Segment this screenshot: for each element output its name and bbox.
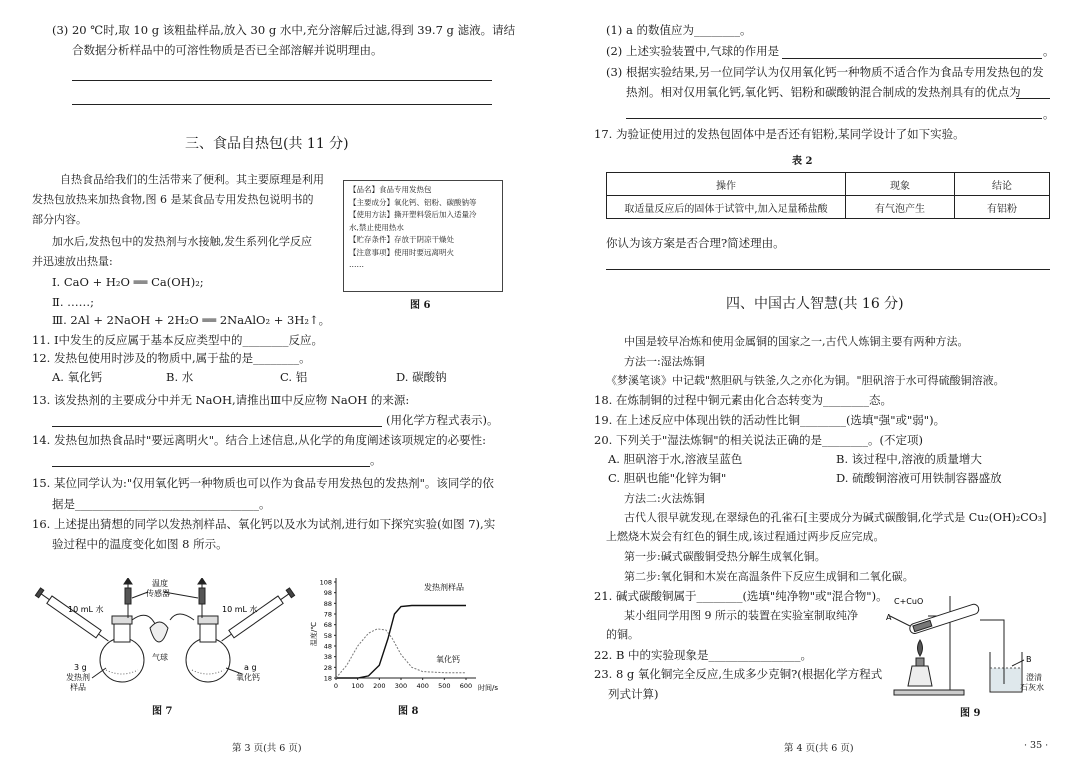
answer-line: [52, 426, 382, 427]
chart-series-line-0: [336, 606, 466, 679]
q3-text-line1: (3) 20 ℃时,取 10 g 该粗盐样品,放入 30 g 水中,充分溶解后过滤,得到 39.7 g 滤液。请结: [52, 23, 516, 37]
chart-x-tick-label: 600: [459, 682, 473, 690]
paragraph: 中国是较早冶炼和使用金属铜的国家之一,古代人炼铜主要有两种方法。: [624, 335, 969, 348]
figure-9-apparatus: [886, 590, 1058, 700]
chart-x-axis-label: 时间/s: [478, 684, 499, 692]
reaction-3: Ⅲ. 2Al + 2NaOH + 2H₂O ══ 2NaAlO₂ + 3H₂↑。: [52, 313, 331, 327]
page-number: · 35 ·: [1024, 740, 1049, 751]
section-title: 三、食品自热包(共 11 分): [185, 136, 349, 152]
paragraph: 古代人很早就发现,在翠绿色的孔雀石[主要成分为碱式碳酸铜,化学式是 Cu₂(OH)₂CO₃]: [624, 511, 1047, 524]
option-a: A. 氧化钙: [52, 370, 103, 384]
chart-y-tick-label: 78: [323, 610, 332, 619]
figure-7-apparatus: [30, 578, 300, 693]
fig9-label-b: B: [1026, 655, 1032, 664]
chart-x-tick-label: 0: [333, 682, 339, 690]
label-line: ……: [349, 260, 364, 269]
fig7-balloon: 气球: [152, 653, 168, 662]
fig7-sample-3: 样品: [70, 683, 86, 692]
step-2: 第二步:氧化铜和木炭在高温条件下反应生成铜和二氧化碳。: [624, 570, 914, 583]
paragraph: 上燃烧木炭会有红色的铜生成,该过程通过两步反应完成。: [606, 530, 885, 543]
answer-line: [72, 80, 492, 81]
table-header-cell: 操作: [607, 173, 846, 196]
fig7-water-left: 10 mL 水: [68, 605, 104, 614]
chart-legend-cao: 氧化钙: [436, 655, 460, 664]
option-d: D. 碳酸钠: [396, 370, 447, 384]
q3-text-line2: 合数据分析样品中的可溶性物质是否已全部溶解并说明理由。: [72, 43, 383, 57]
question-3: (3) 根据实验结果,另一位同学认为仅用氧化钙一种物质不适合作为食品专用发热包的发: [606, 65, 1044, 79]
label-line: 【品名】食品专用发热包: [349, 185, 432, 194]
fig7-sample-2: 发热剂: [66, 673, 90, 682]
label-line: 【注意事项】使用时要远离明火: [349, 247, 454, 257]
chart-y-tick-label: 58: [323, 631, 332, 640]
chart-y-tick-label: 98: [323, 589, 332, 598]
answer-line: [72, 104, 492, 105]
chart-y-tick-label: 18: [323, 674, 332, 683]
chart-y-tick-label: 38: [323, 653, 332, 662]
question-14: 14. 发热包加热食品时"要远离明火"。结合上述信息,从化学的角度阐述该项规定的必要性:: [32, 433, 487, 447]
chart-x-tick-label: 100: [351, 682, 364, 690]
reaction-1: Ⅰ. CaO + H₂O ══ Ca(OH)₂;: [52, 275, 204, 289]
intro-line: 并迅速放出热量:: [32, 255, 113, 268]
paragraph: 《梦溪笔谈》中记载"熬胆矾与铁釜,久之亦化为铜。"胆矾溶于水可得硫酸铜溶液。: [606, 374, 1005, 387]
fig9-label-a: A: [886, 613, 892, 622]
question-22: 22. B 中的实验现象是________________。: [594, 648, 813, 662]
right-page: [540, 0, 1080, 768]
question-2-end: 。: [1043, 44, 1055, 58]
fig7-sensor-2: 传感器: [146, 589, 170, 598]
chart-x-tick-label: 300: [394, 682, 408, 690]
label-line: 【使用方法】撕开塑料袋后加入适量冷: [349, 210, 477, 219]
figure-9-caption: 图 9: [960, 708, 981, 719]
chart-x-tick-label: 200: [373, 682, 386, 690]
question-14-end: 。: [370, 453, 382, 467]
label-line: 【主要成分】氧化钙、铝粉、碳酸钠等: [349, 197, 477, 207]
option-b: B. 该过程中,溶液的质量增大: [836, 452, 982, 466]
intro-line: 加水后,发热包中的发热剂与水接触,发生系列化学反应: [52, 235, 312, 248]
chart-y-tick-label: 68: [323, 621, 332, 630]
product-label-box: [343, 180, 503, 292]
question-23: 23. 8 g 氧化铜完全反应,生成多少克铜?(根据化学方程式: [594, 667, 883, 681]
page-footer-right: 第 4 页(共 6 页): [784, 743, 854, 754]
option-a: A. 胆矾溶于水,溶液呈蓝色: [608, 452, 743, 466]
answer-line: [52, 466, 370, 467]
chart-y-tick-label: 108: [319, 578, 332, 587]
question-13: 13. 该发热剂的主要成分中并无 NaOH,请推出Ⅲ中反应物 NaOH 的来源:: [32, 393, 410, 407]
table-2: [606, 172, 1050, 219]
question-16-end: 验过程中的温度变化如图 8 所示。: [52, 537, 228, 551]
fig7-cao-1: a g: [244, 663, 257, 672]
answer-line: [606, 269, 1050, 270]
question-13-end: (用化学方程式表示)。: [386, 413, 499, 427]
question-12: 12. 发热包使用时涉及的物质中,属于盐的是________。: [32, 351, 311, 365]
answer-line: [782, 58, 1042, 59]
intro-line: 自热食品给我们的生活带来了便利。其主要原理是利用: [60, 173, 324, 186]
table-2-title: 表 2: [792, 156, 813, 167]
table-header-cell: 现象: [846, 173, 955, 196]
question-21: 21. 碱式碳酸铜属于________(选填"纯净物"或"混合物")。: [594, 589, 888, 603]
question-19: 19. 在上述反应中体现出铁的活动性比铜________(选填"强"或"弱")。: [594, 413, 946, 427]
method-1-heading: 方法一:湿法炼铜: [624, 355, 705, 368]
question-11: 11. Ⅰ中发生的反应属于基本反应类型中的________反应。: [32, 333, 323, 347]
page-footer-left: 第 3 页(共 6 页): [232, 743, 302, 754]
figure-7-caption: 图 7: [152, 706, 173, 717]
chart-legend-sample: 发热剂样品: [424, 583, 464, 592]
option-c: C. 铝: [280, 370, 308, 384]
question-2: (2) 上述实验装置中,气球的作用是: [606, 44, 780, 58]
chart-series-line-1: [336, 629, 466, 678]
answer-line: [1016, 98, 1050, 99]
question-1: (1) a 的数值应为________。: [606, 23, 752, 37]
table-header-row: [607, 173, 1050, 196]
option-d: D. 硫酸铜溶液可用铁制容器盛放: [836, 471, 1002, 485]
chart-y-tick-label: 88: [323, 599, 332, 608]
chart-x-tick-label: 400: [416, 682, 429, 690]
table-cell: 有铝粉: [955, 196, 1050, 219]
question-16: 16. 上述提出猜想的同学以发热剂样品、氧化钙以及水为试剂,进行如下探究实验(如图 7),实: [32, 517, 496, 531]
intro-line: 发热包放热来加热食物,图 6 是某食品专用发热包说明书的: [32, 193, 314, 206]
table-cell: 有气泡产生: [846, 196, 955, 219]
reaction-2: Ⅱ. ……;: [52, 295, 95, 309]
table-row: [607, 196, 1050, 219]
question-15: 15. 某位同学认为:"仅用氧化钙一种物质也可以作为食品专用发热包的发热剂"。该同学的依: [32, 476, 494, 490]
chart-y-tick-label: 48: [323, 642, 332, 651]
option-c: C. 胆矾也能"化锌为铜": [608, 471, 727, 485]
answer-line: [626, 118, 1042, 119]
chart-x-tick-label: 500: [438, 682, 451, 690]
table-cell: 取适量反应后的固体于试管中,加入足量稀盐酸: [607, 196, 846, 219]
fig7-cao-2: 氧化钙: [236, 673, 260, 682]
fig9-limewater-1: 澄清: [1026, 673, 1042, 682]
label-line: 水,禁止使用热水: [349, 222, 404, 232]
fig7-sensor-1: 温度: [152, 579, 168, 588]
question-20: 20. 下列关于"湿法炼铜"的相关说法正确的是________。(不定项): [594, 433, 923, 447]
label-line: 【贮存条件】存放于阴凉干燥处: [349, 235, 454, 244]
question-3-end: 。: [1043, 107, 1055, 121]
fig9-limewater-2: 石灰水: [1020, 683, 1044, 692]
chart-y-axis-label: 温度/℃: [310, 621, 318, 647]
section-title: 四、中国古人智慧(共 16 分): [726, 296, 904, 312]
question-23-cont: 列式计算): [608, 687, 659, 701]
paragraph: 的铜。: [606, 628, 639, 641]
question-17: 17. 为验证使用过的发热包固体中是否还有铝粉,某同学设计了如下实验。: [594, 127, 965, 141]
figure-6-caption: 图 6: [410, 300, 431, 311]
paragraph: 某小组同学用图 9 所示的装置在实验室制取纯净: [624, 609, 858, 622]
figure-8-caption: 图 8: [398, 706, 419, 717]
intro-line: 部分内容。: [32, 213, 87, 226]
figure-8-chart: [306, 572, 516, 694]
option-b: B. 水: [166, 370, 194, 384]
fig7-sample-1: 3 g: [74, 663, 87, 672]
method-2-heading: 方法二:火法炼铜: [624, 492, 705, 505]
question-3-cont: 热剂。相对仅用氧化钙,氧化钙、铝粉和碳酸钠混合制成的发热剂具有的优点为: [626, 85, 1021, 99]
chart-y-tick-label: 28: [323, 663, 332, 672]
fig7-water-right: 10 mL 水: [222, 605, 258, 614]
step-1: 第一步:碱式碳酸铜受热分解生成氧化铜。: [624, 550, 826, 563]
question-15-end: 据是________________________________。: [52, 497, 271, 511]
fig9-label-reagents: C+CuO: [894, 597, 924, 606]
question-18: 18. 在炼制铜的过程中铜元素由化合态转变为________态。: [594, 393, 892, 407]
question-17-prompt: 你认为该方案是否合理?简述理由。: [606, 236, 785, 250]
table-header-cell: 结论: [955, 173, 1050, 196]
